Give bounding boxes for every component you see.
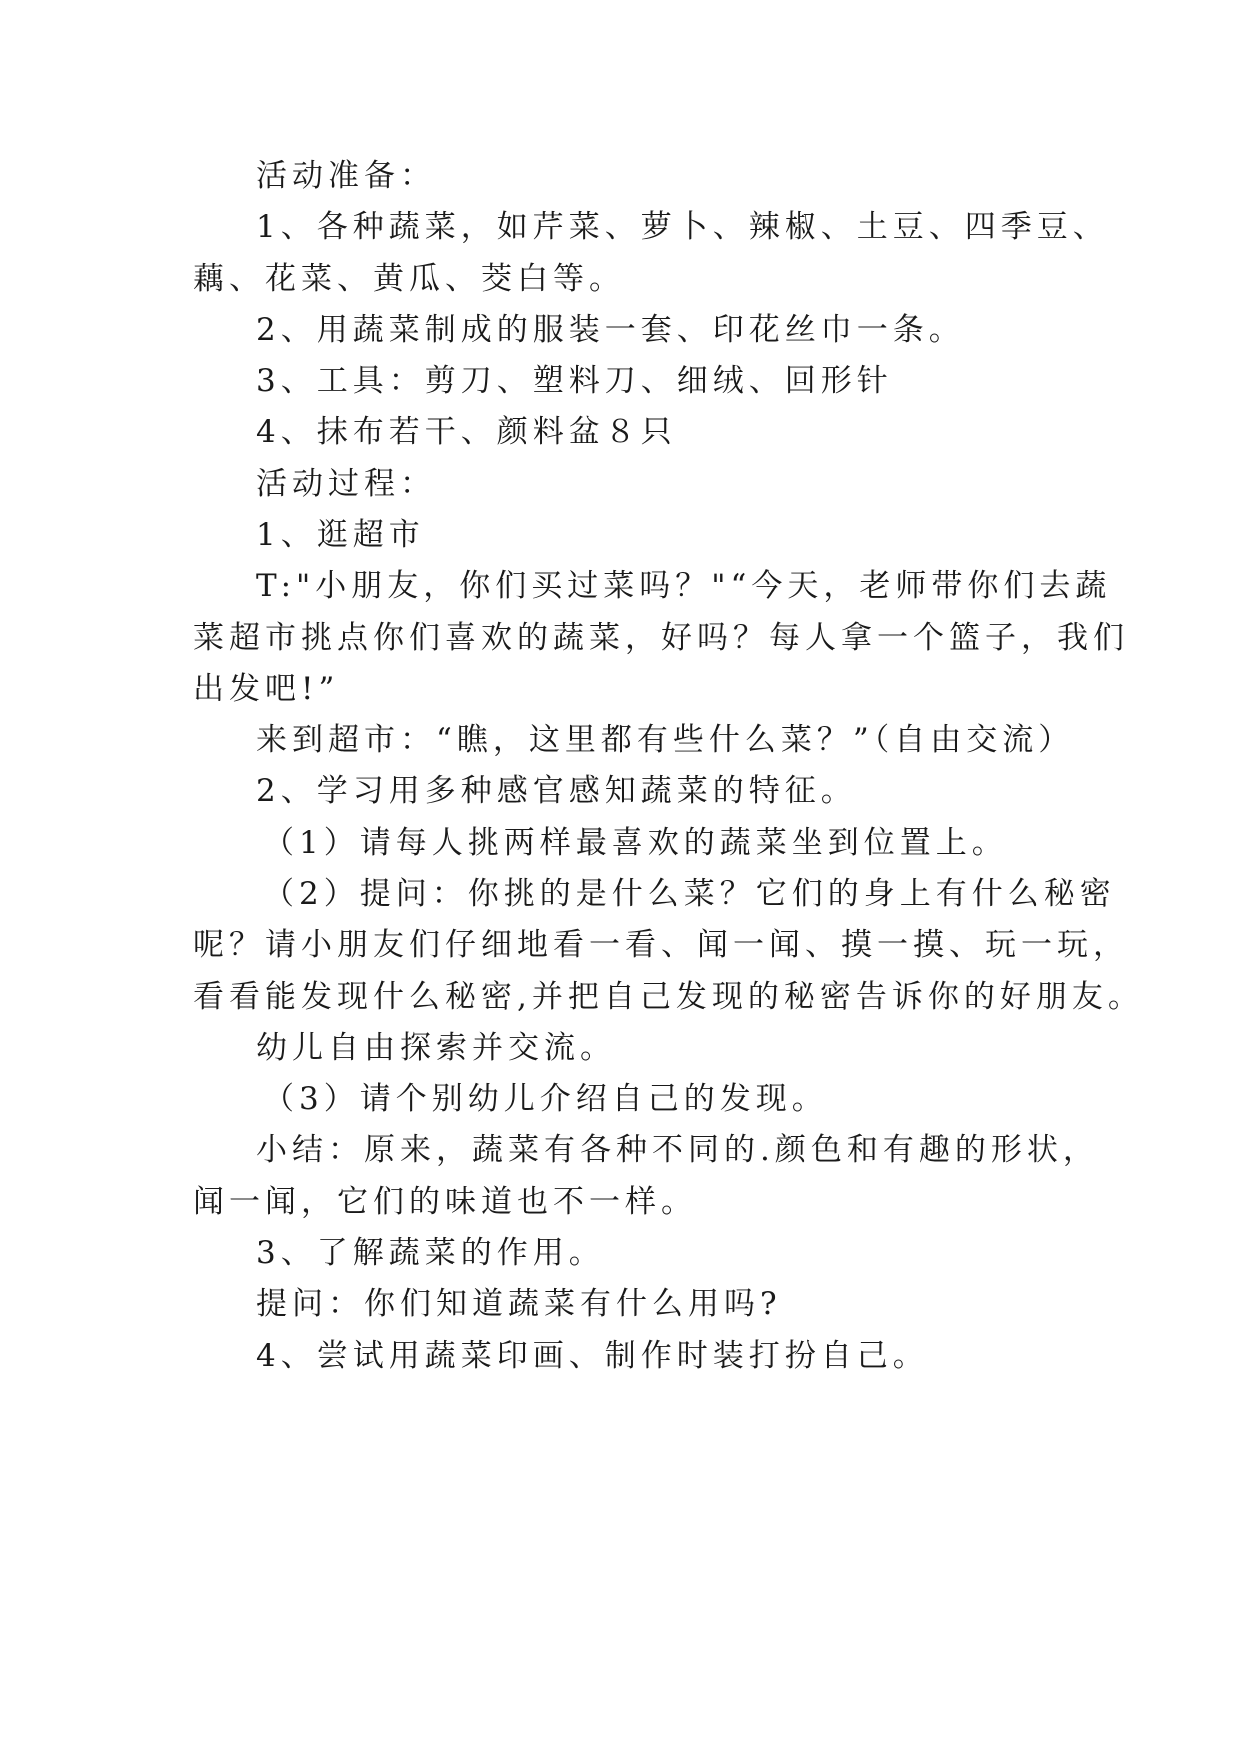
paragraph-line: 幼儿自由探索并交流。 <box>256 1030 616 1066</box>
paragraph-line: 藕、花菜、黄瓜、茭白等。 <box>193 261 625 297</box>
paragraph-line: 1、各种蔬菜，如芹菜、萝卜、辣椒、土豆、四季豆、 <box>256 209 1109 245</box>
section-heading-process: 活动过程： <box>256 466 436 502</box>
paragraph-line: 2、用蔬菜制成的服装一套、印花丝巾一条。 <box>256 312 965 348</box>
paragraph-line: 3、了解蔬菜的作用。 <box>256 1235 605 1271</box>
section-heading-preparation: 活动准备： <box>256 158 436 194</box>
paragraph-line: 1、逛超市 <box>256 517 425 553</box>
paragraph-line: 出发吧!” <box>193 671 340 707</box>
paragraph-line: 4、尝试用蔬菜印画、制作时装打扮自己。 <box>256 1338 929 1374</box>
paragraph-line: 4、抹布若干、颜料盆８只 <box>256 414 677 450</box>
paragraph-line: 2、学习用多种感官感知蔬菜的特征。 <box>256 773 857 809</box>
paragraph-line: 呢？请小朋友们仔细地看一看、闻一闻、摸一摸、玩一玩， <box>193 927 1129 963</box>
paragraph-line: 闻一闻，它们的味道也不一样。 <box>193 1184 697 1220</box>
paragraph-line: 看看能发现什么秘密,并把自己发现的秘密告诉你的好朋友。 <box>193 979 1144 1015</box>
paragraph-line: 菜超市挑点你们喜欢的蔬菜，好吗？每人拿一个篮子，我们 <box>193 620 1129 656</box>
paragraph-line: 小结：原来，蔬菜有各种不同的.颜色和有趣的形状， <box>256 1132 1099 1168</box>
paragraph-line: 提问：你们知道蔬菜有什么用吗? <box>256 1286 782 1322</box>
paragraph-line: （1）请每人挑两样最喜欢的蔬菜坐到位置上。 <box>263 825 1008 861</box>
paragraph-line: T:"小朋友，你们买过菜吗？"“今天，老师带你们去蔬 <box>256 568 1112 604</box>
paragraph-line: （3）请个别幼儿介绍自己的发现。 <box>263 1081 828 1117</box>
paragraph-line: 3、工具：剪刀、塑料刀、细绒、回形针 <box>256 363 893 399</box>
paragraph-line: 来到超市：“瞧，这里都有些什么菜？”（自由交流） <box>256 722 1075 758</box>
paragraph-line: （2）提问：你挑的是什么菜？它们的身上有什么秘密 <box>263 876 1116 912</box>
